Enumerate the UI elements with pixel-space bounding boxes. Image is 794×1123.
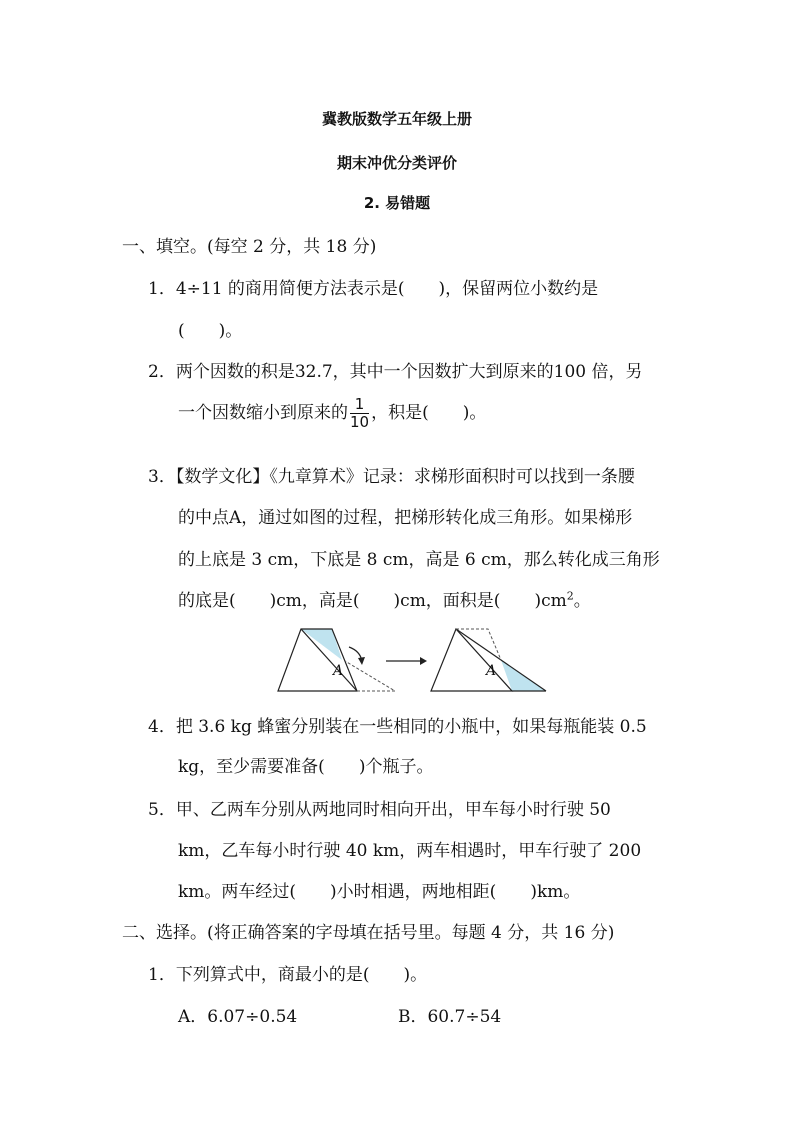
rotate-arrow-head-icon: [358, 657, 365, 665]
q2-line1: 2．两个因数的积是32.7，其中一个因数扩大到原来的100 倍，另: [148, 362, 643, 382]
option-a: A．6.07÷0.54: [178, 1007, 298, 1027]
q3-line2: 的中点A，通过如图的过程，把梯形转化成三角形。如果梯形: [178, 508, 633, 528]
q3-line3: 的上底是 3 cm，下底是 8 cm，高是 6 cm，那么转化成三角形: [178, 550, 660, 570]
trapezoid-figure: [270, 625, 560, 697]
doc-title: 冀教版数学五年级上册: [321, 110, 472, 128]
triangle-right: [431, 629, 546, 691]
option-b: B．60.7÷54: [398, 1007, 502, 1027]
q5-line1: 5．甲、乙两车分别从两地同时相向开出，甲车每小时行驶 50: [148, 800, 611, 820]
trapezoid-right-outline: [431, 629, 512, 691]
arrow-right-icon: [386, 657, 427, 665]
section1-heading: 一、填空。(每空 2 分，共 18 分): [122, 237, 377, 257]
label-a-left: A: [333, 663, 344, 679]
q5-line2: km，乙车每小时行驶 40 km，两车相遇时，甲车行驶了 200: [178, 841, 642, 861]
q4-line2: kg，至少需要准备( )个瓶子。: [178, 757, 434, 777]
superscript: 2: [566, 589, 574, 603]
fraction: [350, 396, 369, 431]
q4-line1: 4．把 3.6 kg 蜂蜜分别装在一些相同的小瓶中，如果每瓶能装 0.5: [148, 717, 647, 737]
q5-line3: km。两车经过( )小时相遇，两地相距( )km。: [178, 882, 581, 902]
doc-subtitle: 期末冲优分类评价: [336, 154, 457, 172]
q3-line4-text: 的底是( )cm，高是( )cm，面积是( )cm: [178, 591, 567, 611]
q3-line1: 3．【数学文化】《九章算术》记录：求梯形面积时可以找到一条腰: [148, 467, 635, 487]
q1-line2: ( )。: [178, 321, 243, 341]
q3-line4: [178, 586, 591, 611]
q2-line2-text-a: 一个因数缩小到原来的: [178, 403, 348, 423]
q1-line1: 1．4÷11 的商用简便方法表示是( )，保留两位小数约是: [148, 279, 599, 299]
label-a-right: A: [486, 663, 497, 679]
q2-line2-text-b: ，积是( )。: [371, 403, 487, 423]
fraction-denominator: 10: [350, 413, 370, 431]
q2-line2: [178, 396, 486, 431]
q3-line4-end: 。: [573, 591, 591, 611]
doc-section-title: 2. 易错题: [363, 194, 431, 212]
shaded-triangle-left: [301, 629, 342, 660]
fraction-numerator: 1: [350, 396, 369, 414]
s2-q1-line1: 1．下列算式中，商最小的是( )。: [148, 965, 428, 985]
section2-heading: 二、选择。(将正确答案的字母填在括号里。每题 4 分，共 16 分): [122, 923, 615, 943]
trapezoid-left: [278, 629, 395, 691]
